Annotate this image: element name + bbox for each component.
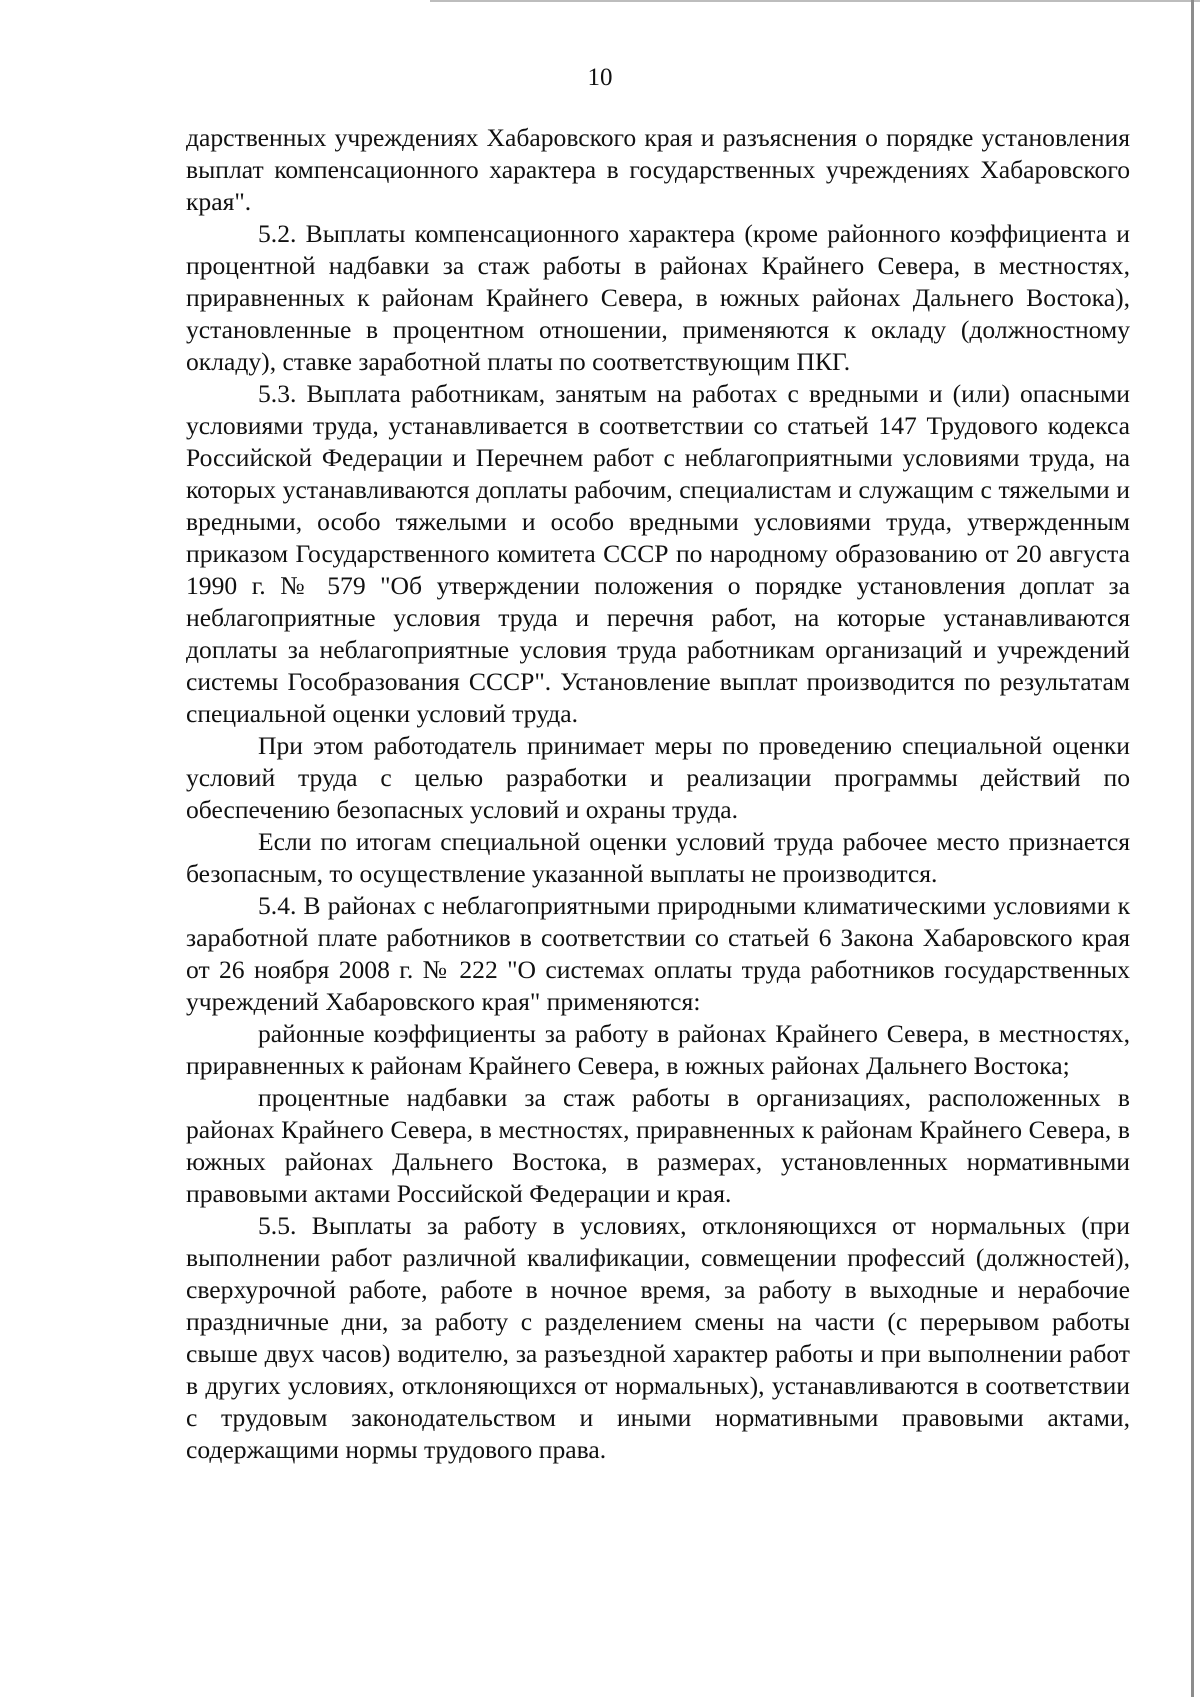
paragraph-5-2: 5.2. Выплаты компенсационного характера (кроме районного коэффициента и процентной надбавки за стаж работы в районах Крайнего Севера, в местностях, приравненных к районам Крайнего Севера, в южных районах Дальнего Востока), установленные в процентном отношении, применяются к окладу (должностному окладу), ставке заработной платы по соответствующим ПКГ. xyxy=(186,219,1130,376)
page-number: 10 xyxy=(587,64,613,91)
paragraph-5-5: 5.5. Выплаты за работу в условиях, отклоняющихся от нормальных (при выполнении работ различной квалификации, совмещении профессий (должностей), сверхурочной работе, работе в ночное время, за работу в выходные и нерабочие праздничные дни, за работу с разделением смены на части (с перерывом работы свыше двух часов) водителю, за разъездной характер работы и при выполнении работ в других условиях, отклоняющихся от нормальных), устанавливаются в соответствии с трудовым законодательством и иными нормативными правовыми актами, содержащими нормы трудового права. xyxy=(186,1211,1130,1464)
paragraph-regional-coefficients: районные коэффициенты за работу в районах Крайнего Севера, в местностях, приравненных к районам Крайнего Севера, в южных районах Дальнего Востока; xyxy=(186,1019,1130,1080)
paragraph-5-4: 5.4. В районах с неблагоприятными природными климатическими условиями к заработной плате работников в соответствии со статьей 6 Закона Хабаровского края от 26 ноября 2008 г. № 222 "О системах оплаты труда работников государственных учреждений Хабаровского края" применяются: xyxy=(186,891,1130,1016)
paragraph-continuation: дарственных учреждениях Хабаровского края и разъяснения о порядке установления выплат компенсационного характера в государственных учреждениях Хабаровского края". xyxy=(186,123,1130,216)
scan-right-edge xyxy=(1191,0,1194,1697)
scan-top-edge xyxy=(430,0,1200,2)
paragraph-5-3: 5.3. Выплата работникам, занятым на работах с вредными и (или) опасными условиями труда, устанавливается в соответствии со статьей 147 Трудового кодекса Российской Федерации и Перечнем работ с неблагоприятными условиями труда, на которых устанавливаются доплаты рабочим, специалистам и служащим с тяжелыми и вредными, особо тяжелыми и особо вредными условиями труда, утвержденным приказом Государственного комитета СССР по народному образованию от 20 августа 1990 г. № 579 "Об утверждении положения о порядке установления доплат за неблагоприятные условия труда и перечня работ, на которые устанавливаются доплаты за неблагоприятные условия труда работникам организаций и учреждений системы Гособразования СССР". Установление выплат производится по результатам специальной оценки условий труда. xyxy=(186,379,1130,728)
paragraph-employer-measures: При этом работодатель принимает меры по проведению специальной оценки условий труда с целью разработки и реализации программы действий по обеспечению безопасных условий и охраны труда. xyxy=(186,731,1130,824)
paragraph-percent-allowances: процентные надбавки за стаж работы в организациях, расположенных в районах Крайнего Севера, в местностях, приравненных к районам Крайнего Севера, в южных районах Дальнего Востока, в размерах, установленных нормативными правовыми актами Российской Федерации и края. xyxy=(186,1083,1130,1208)
paragraph-safe-workplace: Если по итогам специальной оценки условий труда рабочее место признается безопасным, то осуществление указанной выплаты не производится. xyxy=(186,827,1130,888)
document-body xyxy=(186,122,1130,1466)
